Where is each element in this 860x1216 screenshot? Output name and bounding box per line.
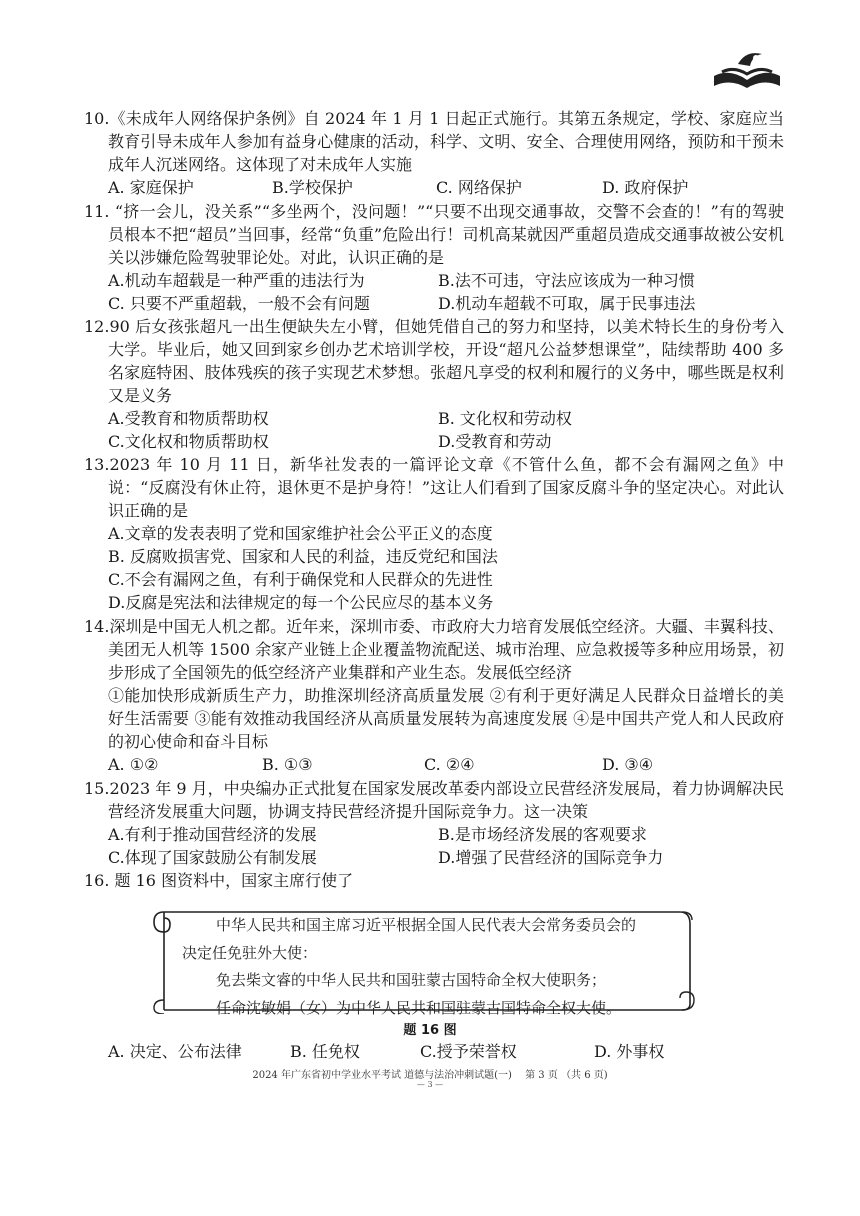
option-d[interactable]: D.受教育和劳动: [438, 432, 552, 451]
option-b[interactable]: B.法不可违，守法应该成为一种习惯: [438, 271, 695, 290]
options-row: [84, 591, 784, 614]
options-row: [84, 753, 784, 776]
question-12: [84, 315, 784, 453]
option-c[interactable]: C.不会有漏网之鱼，有利于确保党和人民群众的先进性: [108, 570, 493, 589]
figure-line: 免去柴文睿的中华人民共和国驻蒙古国特命全权大使职务；: [216, 971, 607, 989]
question-16: [84, 869, 784, 892]
options-row: [84, 823, 784, 846]
option-a[interactable]: A. 家庭保护: [108, 178, 194, 197]
question-14: [84, 615, 784, 776]
option-a[interactable]: A.受教育和物质帮助权: [108, 409, 269, 428]
figure-line: 任命沈敏娟（女）为中华人民共和国驻蒙古国特命全权大使。: [216, 998, 622, 1017]
options-row: [84, 176, 784, 199]
option-a[interactable]: A. 决定、公布法律: [108, 1042, 242, 1061]
book-logo-icon: [712, 46, 782, 90]
question-text: 16. 题 16 图资料中，国家主席行使了: [84, 871, 354, 890]
options-row: [84, 522, 784, 545]
options-row: [84, 430, 784, 453]
options-row: [84, 846, 784, 869]
option-d[interactable]: D. ③④: [602, 755, 654, 774]
figure-line: 决定任免驻外大使：: [182, 943, 318, 962]
option-b[interactable]: B. 反腐败损害党、国家和人民的利益，违反党纪和国法: [108, 547, 498, 566]
page-footer: 2024 年广东省初中学业水平考试 道德与法治冲刺试题(一) 第 3 页 （共 6 页): [252, 1070, 608, 1081]
figure-text: [182, 912, 682, 1022]
option-c[interactable]: C.体现了国家鼓励公有制发展: [108, 848, 317, 867]
options-row: [84, 292, 784, 315]
options-row: [84, 269, 784, 292]
question-text: 11. “挤一会儿，没关系”“多坐两个，没问题！”“只要不出现交通事故，交警不会查的！”有的驾驶员根本不把“超员”当回事，经常“负重”危险出行！司机高某就因严重超员造成交通事故被公安机关以涉嫌危险驾驶罪论处。对此，认识正确的是: [84, 202, 784, 267]
question-11: [84, 200, 784, 315]
question-15: [84, 777, 784, 869]
figure-line: 中华人民共和国主席习近平根据全国人民代表大会常务委员会的: [216, 916, 637, 934]
option-c[interactable]: C.授予荣誉权: [420, 1042, 517, 1061]
option-a[interactable]: A.机动车超载是一种严重的违法行为: [108, 271, 365, 290]
options-row: [84, 407, 784, 430]
option-c[interactable]: C.文化权和物质帮助权: [108, 432, 269, 451]
option-d[interactable]: D. 政府保护: [602, 178, 689, 197]
question-16-options: [84, 1040, 784, 1063]
options-row: [84, 568, 784, 591]
option-d[interactable]: D. 外事权: [594, 1042, 665, 1061]
option-c[interactable]: C. ②④: [424, 755, 475, 774]
option-a[interactable]: A.有利于推动国营经济的发展: [108, 825, 317, 844]
question-10: [84, 107, 784, 199]
option-b[interactable]: B. ①③: [262, 755, 313, 774]
figure-caption: 题 16 图: [403, 1023, 457, 1038]
option-b[interactable]: B.学校保护: [272, 178, 353, 197]
option-c[interactable]: C. 只要不严重超载，一般不会有问题: [108, 294, 370, 313]
option-b[interactable]: B. 任免权: [290, 1042, 360, 1061]
question-text: 13.2023 年 10 月 11 日，新华社发表的一篇评论文章《不管什么鱼，都不会有漏网之鱼》中说：“反腐没有休止符，退休更不是护身符！”这让人们看到了国家反腐斗争的坚定决心。对此认识正确的是: [84, 455, 784, 520]
option-b[interactable]: B.是市场经济发展的客观要求: [438, 825, 647, 844]
option-d[interactable]: D.反腐是宪法和法律规定的每一个公民应尽的基本义务: [108, 593, 494, 612]
option-a[interactable]: A.文章的发表表明了党和国家维护社会公平正义的态度: [108, 524, 493, 543]
page-number: — 3 —: [416, 1080, 444, 1089]
option-d[interactable]: D.机动车超载不可取，属于民事违法: [438, 294, 696, 313]
question-text: 14.深圳是中国无人机之都。近年来，深圳市委、市政府大力培育发展低空经济。大疆、丰翼科技、美团无人机等 1500 余家产业链上企业覆盖物流配送、城市治理、应急救援等多种应用场景，初步形成了全国领先的低空经济产业集群和产业生态。发展低空经济: [84, 617, 784, 682]
option-d[interactable]: D.增强了民营经济的国际竞争力: [438, 848, 664, 867]
question-text: 12.90 后女孩张超凡一出生便缺失左小臂，但她凭借自己的努力和坚持，以美术特长生的身份考入大学。毕业后，她又回到家乡创办艺术培训学校，开设“超凡公益梦想课堂”，陆续帮助 400 多名家庭特困、肢体残疾的孩子实现艺术梦想。张超凡享受的权利和履行的义务中，哪些既是权利又是义务: [84, 317, 784, 405]
option-c[interactable]: C. 网络保护: [436, 178, 522, 197]
question-text: 10.《未成年人网络保护条例》自 2024 年 1 月 1 日起正式施行。其第五条规定，学校、家庭应当教育引导未成年人参加有益身心健康的活动，科学、文明、安全、合理使用网络，预防和干预未成年人沉迷网络。这体现了对未成年人实施: [84, 109, 784, 174]
question-text: 15.2023 年 9 月，中央编办正式批复在国家发展改革委内部设立民营经济发展局，着力协调解决民营经济发展重大问题，协调支持民营经济提升国际竞争力。这一决策: [84, 779, 784, 821]
options-row: [84, 1040, 784, 1063]
question-13: [84, 453, 784, 614]
option-b[interactable]: B. 文化权和劳动权: [438, 409, 572, 428]
options-row: [84, 545, 784, 568]
statements: ①能加快形成新质生产力，助推深圳经济高质量发展 ②有利于更好满足人民群众日益增长的美好生活需要 ③能有效推动我国经济从高质量发展转为高速度发展 ④是中国共产党人和人民政府的初心使命和奋斗目标: [108, 686, 784, 751]
option-a[interactable]: A. ①②: [108, 755, 159, 774]
